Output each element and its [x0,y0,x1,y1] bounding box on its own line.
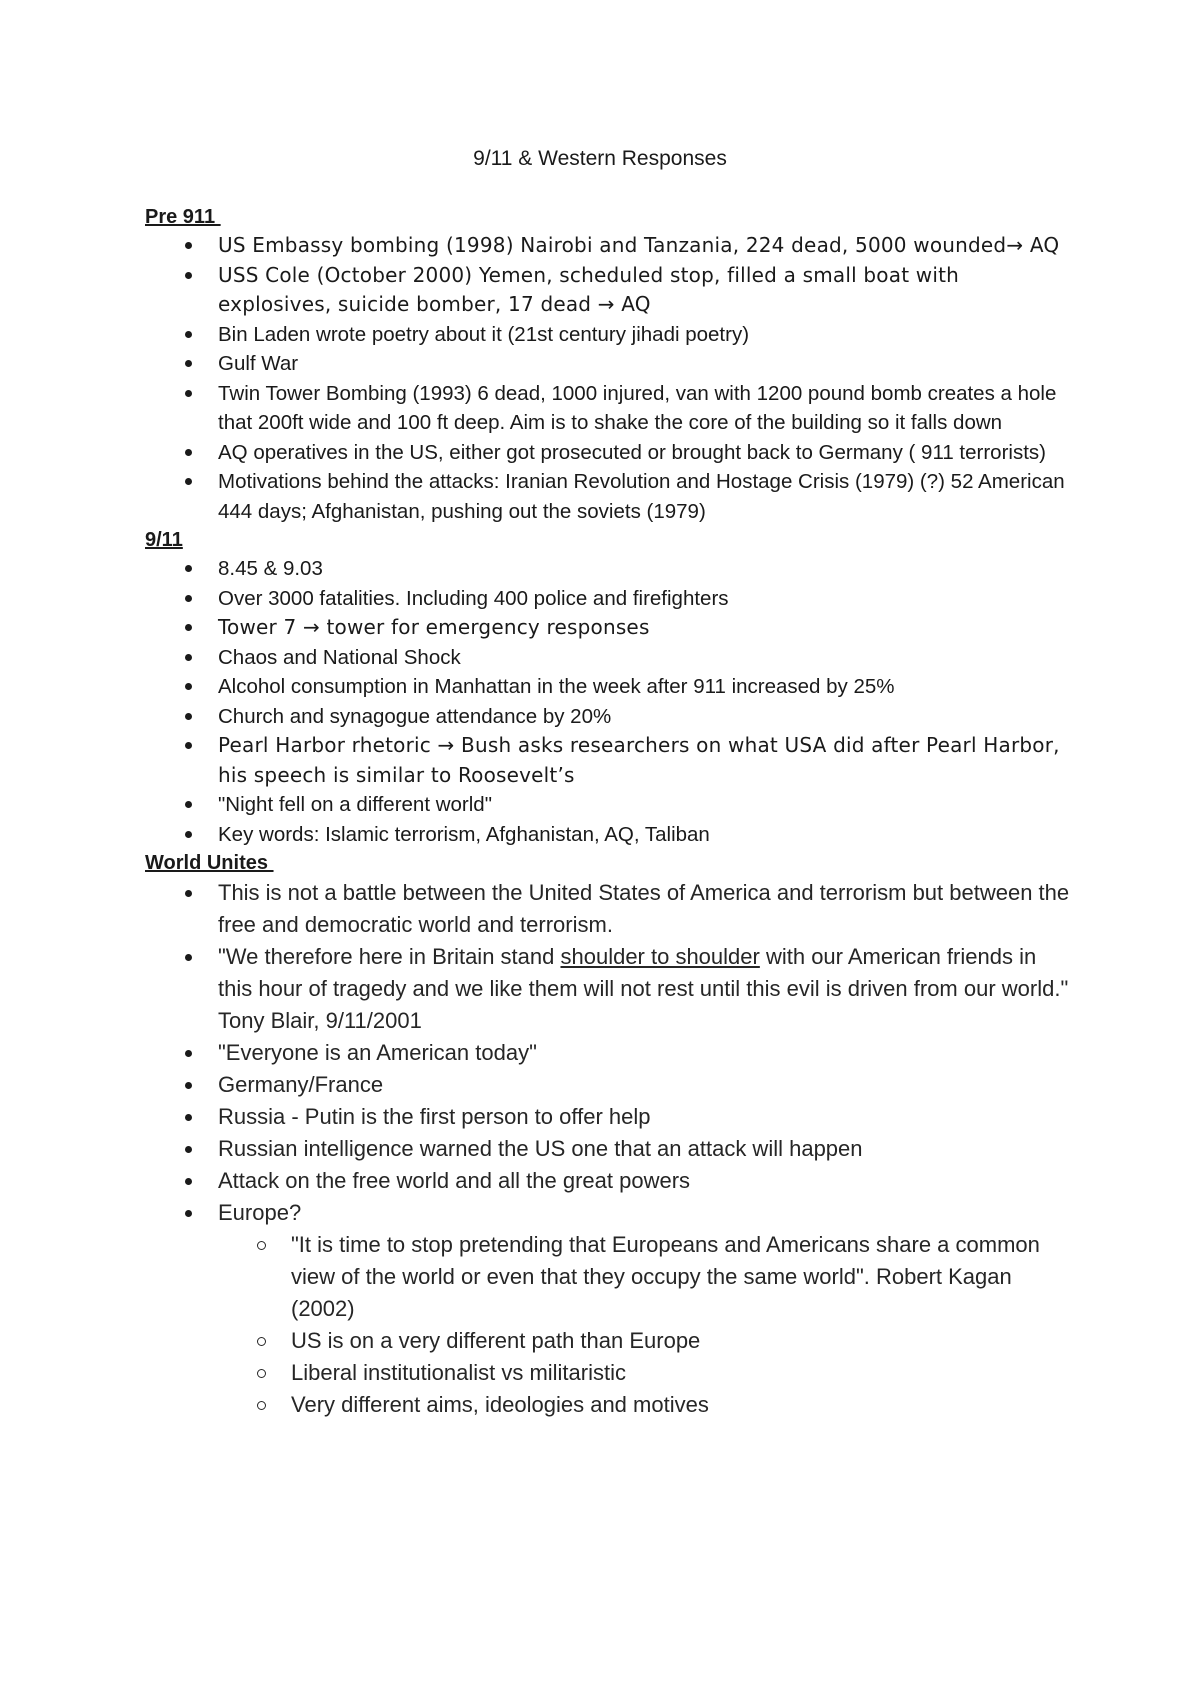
sub-list-item: Very different aims, ideologies and motives [145,1389,1075,1421]
list-item: Germany/France [145,1069,1075,1101]
sub-list-item: Liberal institutionalist vs militaristic [145,1357,1075,1389]
document-body [145,203,1075,1421]
underlined-phrase: shoulder to shoulder [560,944,760,969]
list-item: This is not a battle between the United States of America and terrorism but between the free and democratic world and terrorism. [145,877,1075,941]
section-heading-world-unites: World Unites [145,852,274,874]
list-item: Tower 7 → tower for emergency responses [145,613,1075,643]
list-item: USS Cole (October 2000) Yemen, scheduled stop, filled a small boat with explosives, suicide bomber, 17 dead → AQ [145,261,1075,320]
document-title: 9/11 & Western Responses [473,147,727,170]
list-item: US Embassy bombing (1998) Nairobi and Tanzania, 224 dead, 5000 wounded→ AQ [145,231,1075,261]
list-item-label: Europe? [218,1200,302,1225]
list-item-europe [145,1197,1075,1421]
list-item: Church and synagogue attendance by 20% [145,702,1075,732]
list-item: Russia - Putin is the first person to offer help [145,1101,1075,1133]
list-item: "Everyone is an American today" [145,1037,1075,1069]
europe-sublist [218,1229,1075,1421]
list-item: "Night fell on a different world" [145,790,1075,820]
list-item: Twin Tower Bombing (1993) 6 dead, 1000 injured, van with 1200 pound bomb creates a hole that 200ft wide and 100 ft deep. Aim is to shake the core of the building so it falls down [145,379,1075,438]
list-item: Attack on the free world and all the great powers [145,1165,1075,1197]
world-unites-list [145,877,1075,1421]
section-heading-pre-911: Pre 911 [145,206,221,228]
list-item: AQ operatives in the US, either got prosecuted or brought back to Germany ( 911 terrorists) [145,438,1075,468]
list-item: Bin Laden wrote poetry about it (21st century jihadi poetry) [145,320,1075,350]
nine-eleven-list [145,554,1075,849]
list-item: Over 3000 fatalities. Including 400 police and firefighters [145,584,1075,614]
list-item: Key words: Islamic terrorism, Afghanistan, AQ, Taliban [145,820,1075,850]
list-item: Motivations behind the attacks: Iranian Revolution and Hostage Crisis (1979) (?) 52 American 444 days; Afghanistan, pushing out the soviets (1979) [145,467,1075,526]
sub-list-item: "It is time to stop pretending that Europeans and Americans share a common view of the world or even that they occupy the same world". Robert Kagan (2002) [145,1229,1075,1325]
quote-text: with our American friends in this hour of tragedy and we like them will not rest until this evil is driven from our world." Tony Blair, 9/11/2001 [218,944,1069,1033]
list-item: Gulf War [145,349,1075,379]
list-item-blair-quote [145,941,1075,1037]
pre-911-list [145,231,1075,526]
section-heading-9-11: 9/11 [145,529,183,551]
list-item: Alcohol consumption in Manhattan in the week after 911 increased by 25% [145,672,1075,702]
list-item: Pearl Harbor rhetoric → Bush asks researchers on what USA did after Pearl Harbor, his speech is similar to Roosevelt’s [145,731,1075,790]
quote-text: "We therefore here in Britain stand [218,944,561,969]
list-item: Russian intelligence warned the US one that an attack will happen [145,1133,1075,1165]
sub-list-item: US is on a very different path than Europe [145,1325,1075,1357]
list-item: Chaos and National Shock [145,643,1075,673]
list-item: 8.45 & 9.03 [145,554,1075,584]
